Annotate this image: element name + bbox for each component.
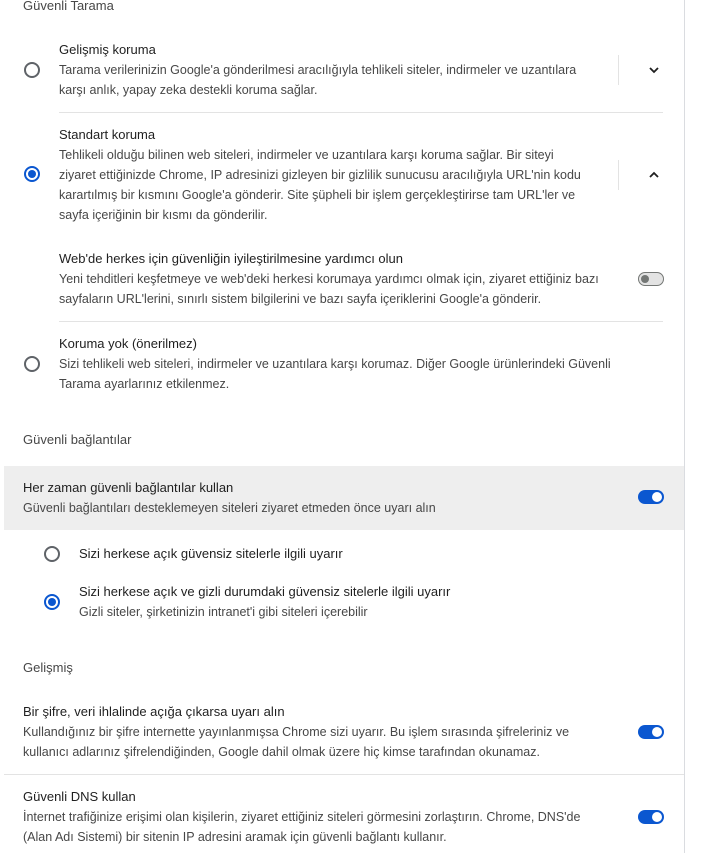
public-private-sites-desc: Gizli siteler, şirketinizin intranet'i gibi siteleri içerebilir bbox=[79, 605, 368, 619]
password-leak-toggle[interactable] bbox=[638, 725, 664, 739]
password-leak-label: Bir şifre, veri ihlalinde açığa çıkarsa uyarı alın bbox=[23, 704, 285, 719]
always-https-toggle[interactable] bbox=[638, 490, 664, 504]
secure-dns-desc-2: (Alan Adı Sistemi) bir sitenin IP adresini aramak için güvenli bağlantı kullanır. bbox=[23, 830, 447, 844]
public-private-sites-radio[interactable] bbox=[44, 594, 60, 610]
password-leak-desc-2: kullanıcı adlarınız şifrelendiğinden, Google dahil olmak üzere hiç kimse tarafından okunamaz. bbox=[23, 745, 540, 759]
standard-protection-desc-1: Tehlikeli olduğu bilinen web siteleri, indirmeler ve uzantılara karşı koruma sağlar. Bir siteyi bbox=[59, 148, 554, 162]
standard-divider bbox=[618, 160, 619, 190]
secure-dns-toggle[interactable] bbox=[638, 810, 664, 824]
public-sites-label: Sizi herkese açık güvensiz sitelerle ilgili uyarır bbox=[79, 546, 343, 561]
help-improve-desc-2: sayfaların URL'lerini, sınırlı sistem bilgilerini ve bazı sayfa içeriklerini Google'a gönderir. bbox=[59, 292, 542, 306]
chevron-down-icon[interactable] bbox=[646, 62, 662, 78]
standard-protection-desc-4: sayfa içeriğinin bir kısmı da gönderilir. bbox=[59, 208, 268, 222]
enhanced-protection-radio[interactable] bbox=[24, 62, 40, 78]
standard-protection-label: Standart koruma bbox=[59, 127, 156, 142]
public-private-sites-label: Sizi herkese açık ve gizli durumdaki güvensiz sitelerle ilgili uyarır bbox=[79, 584, 451, 599]
always-https-desc: Güvenli bağlantıları desteklemeyen siteleri ziyaret etmeden önce uyarı alın bbox=[23, 501, 436, 515]
standard-protection-desc-3: karartılmış bir kısmını Google'a gönderir. Site şüpheli bir işlem gerçekleştirirse tam URL'ler ve bbox=[59, 188, 576, 202]
help-improve-desc-1: Yeni tehditleri keşfetmeye ve web'deki herkesi korumaya yardımcı olmak için, ziyaret ettiğiniz bazı bbox=[59, 272, 599, 286]
toggle-knob bbox=[652, 727, 662, 737]
no-protection-desc-2: Tarama ayarlarınız etkilenmez. bbox=[59, 377, 230, 391]
no-protection-label: Koruma yok (önerilmez) bbox=[59, 336, 197, 351]
secure-dns-label: Güvenli DNS kullan bbox=[23, 789, 136, 804]
toggle-knob bbox=[652, 812, 662, 822]
public-sites-radio[interactable] bbox=[44, 546, 60, 562]
no-protection-radio[interactable] bbox=[24, 356, 40, 372]
standard-protection-desc-2: ziyaret ettiğinizde Chrome, IP adresinizi gizleyen bir gizlilik sunucusu aracılığıyla URL'nin kodu bbox=[59, 168, 581, 182]
password-leak-desc-1: Kullandığınız bir şifre internette yayınlanmışsa Chrome sizi uyarır. Bu işlem sırasında şifreleriniz ve bbox=[23, 725, 570, 739]
secure-dns-desc-1: İnternet trafiğinize erişimi olan kişilerin, ziyaret ettiğiniz siteleri görmesini zorlaştırın. Chrome, DNS'de bbox=[23, 810, 581, 824]
standard-protection-radio[interactable] bbox=[24, 166, 40, 182]
toggle-knob bbox=[641, 275, 649, 283]
safe-browsing-title: Güvenli Tarama bbox=[23, 0, 114, 13]
toggle-knob bbox=[652, 492, 662, 502]
enhanced-protection-desc-1: Tarama verilerinizin Google'a gönderilmesi aracılığıyla tehlikeli siteler, indirmeler ve uzantılara bbox=[59, 63, 577, 77]
chevron-up-icon[interactable] bbox=[646, 167, 662, 183]
always-https-label: Her zaman güvenli bağlantılar kullan bbox=[23, 480, 234, 495]
advanced-title: Gelişmiş bbox=[23, 660, 73, 675]
no-protection-desc-1: Sizi tehlikeli web siteleri, indirmeler ve uzantılara karşı korumaz. Diğer Google ürünlerindeki Güvenli bbox=[59, 357, 611, 371]
help-improve-toggle[interactable] bbox=[638, 272, 664, 286]
secure-connections-title: Güvenli bağlantılar bbox=[23, 432, 132, 447]
enhanced-protection-label: Gelişmiş koruma bbox=[59, 42, 156, 57]
settings-panel bbox=[4, 0, 685, 853]
divider bbox=[59, 321, 663, 322]
always-https-row[interactable] bbox=[4, 466, 684, 530]
enhanced-protection-desc-2: karşı anlık, yapay zeka destekli koruma sağlar. bbox=[59, 83, 318, 97]
divider bbox=[59, 112, 663, 113]
help-improve-label: Web'de herkes için güvenliğin iyileştirilmesine yardımcı olun bbox=[59, 251, 404, 266]
enhanced-divider bbox=[618, 55, 619, 85]
divider bbox=[4, 774, 684, 775]
